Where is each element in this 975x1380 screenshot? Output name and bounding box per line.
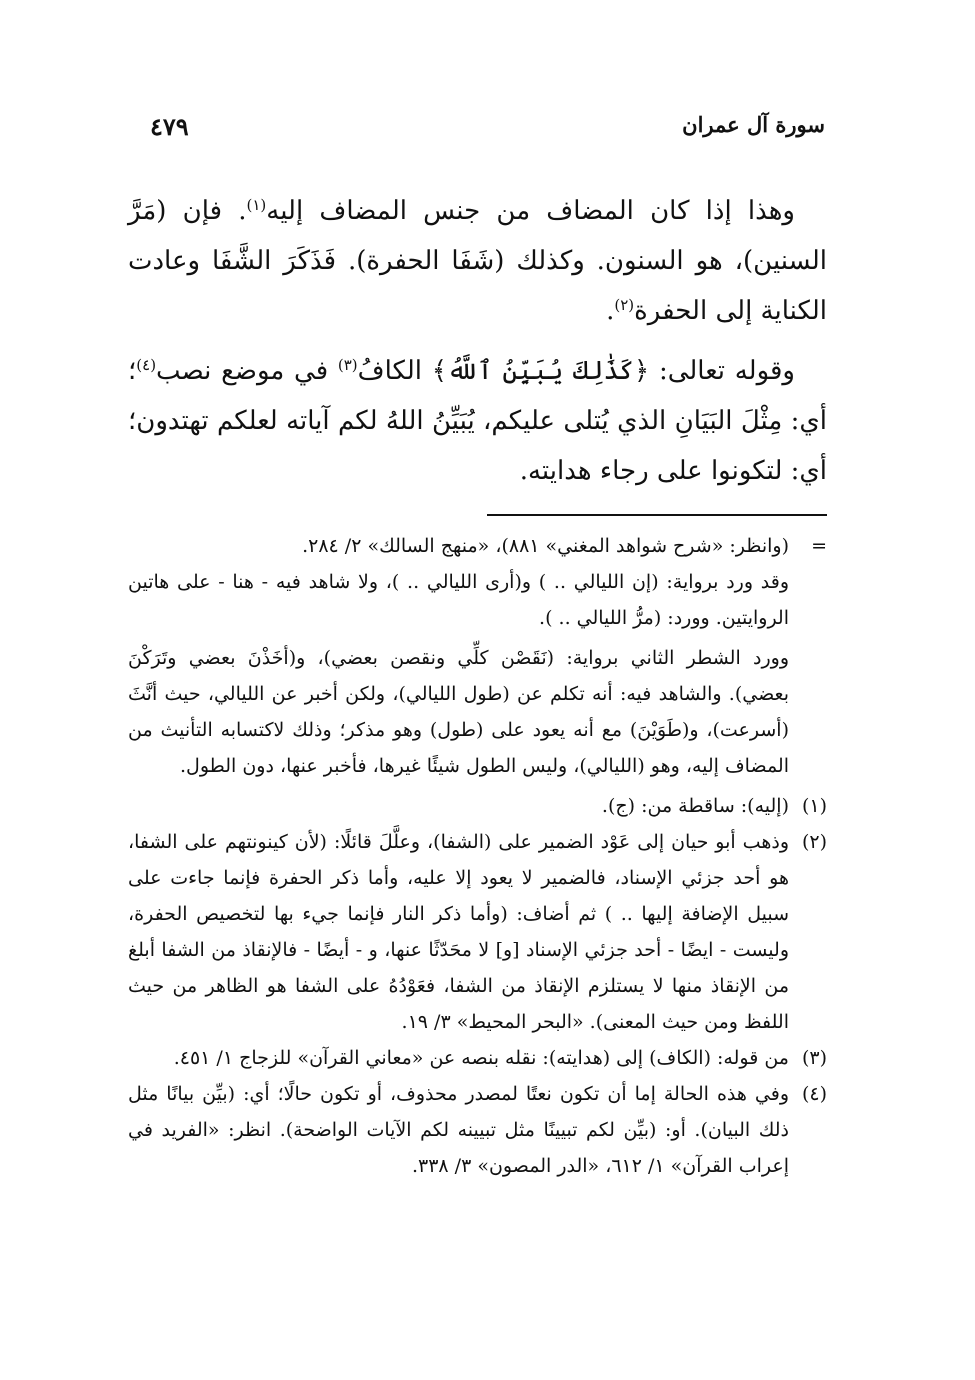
footnote-text: وفي هذه الحالة إما أن تكون نعتًا لمصدر محذوف، أو تكون حالًا؛ أي: (بيِّن بيانًا مثل ذلك البيان). أو: (بيِّن لكم تبيينًا مثل تبيينه لكم الآيات الواضحة). انظر: «الفريد في إعراب القرآن» ١/ ٦١٢، «الدر المصون» ٣/ ٣٣٨. — [128, 1083, 789, 1177]
surah-title: سورة آل عمران — [682, 112, 825, 137]
quran-verse: ﴿كَذَٰلِكَ يُبَيِّنُ ٱللَّهُ﴾ — [431, 356, 650, 386]
continuation-line: (وانظر: «شرح شواهد المغني» ٨٨١)، «منهج السالك» ٢/ ٢٨٤. — [302, 535, 789, 557]
paragraph-2-text-a: وقوله تعالى: — [649, 356, 795, 386]
continuation-marker: = — [811, 535, 827, 557]
paragraph-2-text-c: في موضع نصب — [156, 356, 338, 386]
footnote-1 — [128, 788, 827, 824]
footnote-2 — [128, 824, 827, 1040]
paragraph-2-text-d: ؛ أي: مِثْلَ البَيَانِ الذي يُتلى عليكم، يُبَيِّنُ اللهُ لكم آياته لعلكم تهتدون؛ أي: لتكونوا على رجاء هدايته. — [128, 356, 827, 486]
footnote-ref-3: (٣) — [337, 356, 358, 374]
footnote-continuation — [128, 528, 827, 564]
footnote-text: من قوله: (الكاف) إلى (هدايته): نقله بنصه عن «معاني القرآن» للزجاج ١/ ٤٥١. — [173, 1047, 789, 1069]
paragraph-2 — [128, 346, 827, 496]
footnote-text: وذهب أبو حيان إلى عَوْد الضمير على (الشفا)، وعلَّلَ قائلًا: (لأن كينونتهم على الشفا، هو أحد جزئي الإسناد، فالضمير لا يعود إلا عليه، وأما ذكر الحفرة فإنما جاءت على سبيل الإضافة إليها .. ) ثم أضاف: (وأما ذكر النار فإنما جيء بها لتخصيص الحفرة، وليست - ايضًا - أحد جزئي الإسناد [و] لا محَدّثًا عنها، و - أيضًا - فالإنقاذ من الشفا أبلغ من الإنقاذ منها لا يستلزم الإنقاذ من الشفا، فعَوْدُهُ على الشفا هو الظاهر من حيث اللفظ ومن حيث المعنى). «البحر المحيط» ٣/ ١٩. — [128, 831, 789, 1033]
page-number: ٤٧٩ — [150, 112, 189, 141]
paragraph-2-text-b: الكافُ — [357, 356, 432, 386]
paragraph-1 — [128, 186, 827, 336]
footnote-ref-2: (٢) — [614, 296, 635, 314]
page-header — [150, 112, 825, 152]
paragraph-1-text-b: . فإن (مَرَّ السنين)، هو السنون. وكذلك (شَفَا الحفرة). فَذَكَرَ الشَّفَا وعادت الكناية إلى الحفرة — [128, 196, 827, 326]
footnote-number: (٢) — [801, 831, 827, 853]
continuation-line: وقد ورد برواية: (إن الليالي .. ) و(أرى الليالي .. )، ولا شاهد فيه - هنا - على هاتين الروايتين. وورد: (مرُّ الليالي .. ). — [128, 571, 789, 629]
paragraph-1-text-c: . — [606, 296, 615, 326]
footnote-number: (٣) — [801, 1047, 827, 1069]
footnote-number: (١) — [801, 795, 827, 817]
paragraph-1-text-a: وهذا إذا كان المضاف من جنس المضاف إليه — [266, 196, 795, 226]
footnote-divider — [487, 514, 827, 516]
footnote-ref-4: (٤) — [136, 356, 157, 374]
footnote-number: (٤) — [801, 1083, 827, 1105]
footnote-4 — [128, 1076, 827, 1184]
footnote-ref-1: (١) — [246, 196, 267, 214]
footnote-text: (إليه): ساقطة من: (ج). — [601, 795, 789, 817]
continuation-line: وورد الشطر الثاني برواية: (نَقَصْن كلِّي ونقصن بعضي)، و(أخَذْنَ بعضي وتَرَكْنَ بعضي). والشاهد فيه: أنه تكلم عن (طول الليالي)، ولكن أخبر عن الليالي، حيث أنَّثَ (أسرعت)، و(طَوَيْنَ) مع أنه يعود على (طول) وهو مذكر؛ وذلك لاكتسابه التأنيث من المضاف إليه، وهو (الليالي)، وليس الطول شيئًا غيرها، فأخبر عنها، دون الطول. — [128, 647, 789, 777]
footnotes — [128, 528, 827, 1184]
footnote-3 — [128, 1040, 827, 1076]
main-text — [128, 186, 827, 496]
